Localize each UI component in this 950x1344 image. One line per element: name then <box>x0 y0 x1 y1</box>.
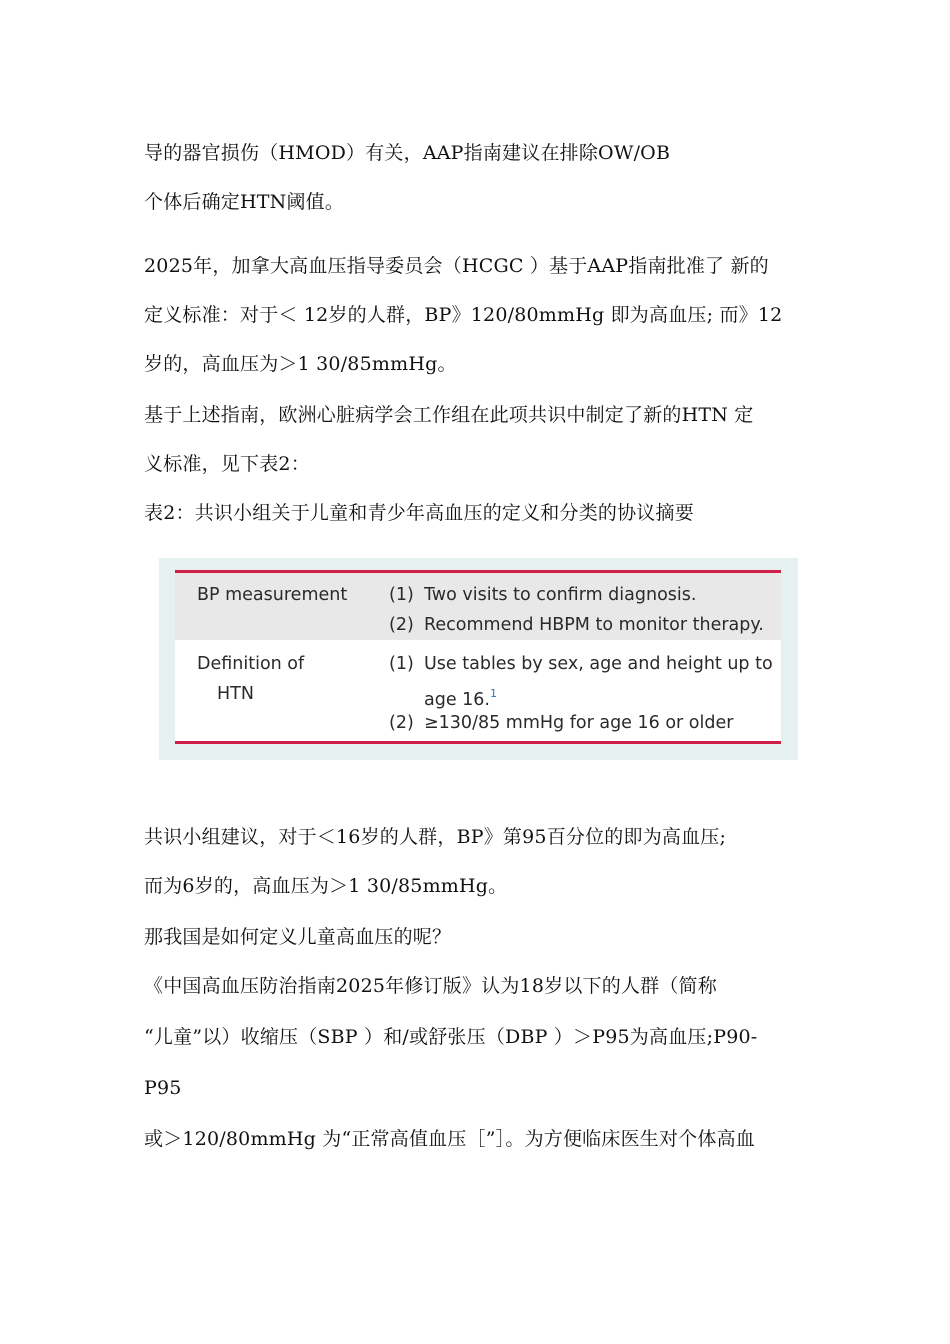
item-number: (1) <box>389 585 414 605</box>
paragraph-line: 共识小组建议，对于＜16岁的人群，BP》第95百分位的即为高血压; <box>144 826 727 848</box>
item-text: age 16.$^1$ <box>424 687 497 710</box>
row-item-continuation <box>389 679 497 710</box>
paragraph-line: 而为6岁的，高血压为＞1 30/85mmHg。 <box>144 875 508 897</box>
paragraph-line: 或＞120/80mmHg 为“正常高值血压［”］。为方便临床医生对个体高血 <box>144 1128 755 1150</box>
table-bottom-rule <box>175 741 781 744</box>
footnote-ref: 1 <box>490 687 497 700</box>
paragraph-line: 导的器官损伤（HMOD）有关，AAP指南建议在排除OW/OB <box>144 142 671 164</box>
row-label: HTN <box>217 684 254 704</box>
row-item <box>389 580 697 610</box>
paragraph-line: “儿童”以）收缩压（SBP ）和/或舒张压（DBP ）＞P95为高血压;P90- <box>144 1026 758 1048</box>
paragraph-line: 个体后确定HTN阈值。 <box>144 191 345 213</box>
row-label: BP measurement <box>197 585 348 605</box>
table-row-definition-htn <box>175 640 781 741</box>
row-item <box>389 708 734 738</box>
table-row-bp-measurement <box>175 573 781 640</box>
paragraph-line: 义标准，见下表2： <box>144 453 310 475</box>
item-number: (2) <box>389 615 414 635</box>
item-number: (1) <box>389 654 414 674</box>
paragraph-line: 2025年，加拿大高血压指导委员会（HCGC ）基于AAP指南批准了 新的 <box>144 255 769 277</box>
row-label: Definition of <box>197 654 305 674</box>
row-item <box>389 649 773 679</box>
table-figure <box>159 558 798 760</box>
consensus-table <box>175 570 781 744</box>
item-text: Two visits to confirm diagnosis. <box>424 585 697 605</box>
paragraph-line: 定义标准：对于＜ 12岁的人群，BP》120/80mmHg 即为高血压; 而》12 <box>144 304 783 326</box>
item-text: ≥130/85 mmHg for age 16 or older <box>424 713 734 733</box>
paragraph-line: 岁的，高血压为＞1 30/85mmHg。 <box>144 353 457 375</box>
item-number: (2) <box>389 713 414 733</box>
table-caption: 表2：共识小组关于儿童和青少年高血压的定义和分类的协议摘要 <box>144 502 694 524</box>
paragraph-line: 那我国是如何定义儿童高血压的呢？ <box>144 926 452 948</box>
row-item <box>389 610 764 640</box>
item-text: Use tables by sex, age and height up to <box>424 654 773 674</box>
paragraph-line: 基于上述指南，欧洲心脏病学会工作组在此项共识中制定了新的HTN 定 <box>144 404 754 426</box>
paragraph-line: 《中国高血压防治指南2025年修订版》认为18岁以下的人群（简称 <box>144 975 717 997</box>
item-text: Recommend HBPM to monitor therapy. <box>424 615 764 635</box>
paragraph-line: P95 <box>144 1077 182 1099</box>
